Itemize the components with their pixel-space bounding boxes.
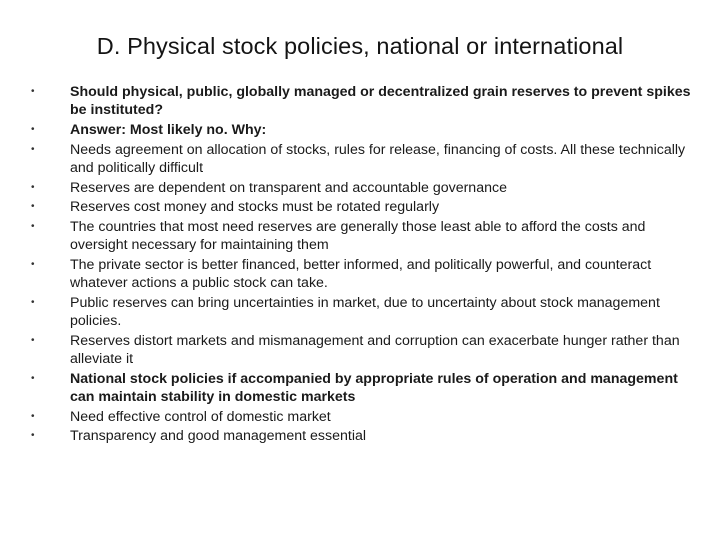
bullet-item [0,198,720,216]
bullet-text: Public reserves can bring uncertainties in market, due to uncertainty about stock management policies. [70,294,660,330]
bullet-icon: • [31,124,35,135]
bullet-text: Reserves are dependent on transparent and accountable governance [70,179,507,196]
bullet-list [0,83,720,447]
bullet-text: Answer: Most likely no. Why: [70,122,267,138]
bullet-item [0,408,720,426]
bullet-icon: • [31,430,35,442]
bullet-icon: • [31,372,35,384]
bullet-icon: • [31,410,35,422]
bullet-item [0,427,720,445]
slide-title: D. Physical stock policies, national or international [96,33,624,59]
bullet-item [0,121,720,139]
bullet-icon: • [31,201,35,213]
bullet-text: Needs agreement on allocation of stocks, rules for release, financing of costs. All these technically and politically difficult [70,141,686,176]
bullet-text: Should physical, public, globally managed or decentralized grain reserves to prevent spikes be instituted? [70,84,691,119]
bullet-icon: • [31,86,35,97]
bullet-text: Transparency and good management essential [70,428,367,445]
bullet-icon: • [31,258,35,270]
bullet-item [0,179,720,197]
bullet-icon: • [31,296,35,308]
bullet-item [0,256,720,293]
bullet-icon: • [31,181,35,193]
bullet-item [0,141,720,178]
bullet-text: National stock policies if accompanied by appropriate rules of operation and management can maintain stability in domestic markets [70,370,678,406]
bullet-item [0,218,720,255]
bullet-item [0,83,720,120]
bullet-text: Need effective control of domestic market [70,408,331,425]
bullet-text: Reserves distort markets and mismanagement and corruption can exacerbate hunger rather than alleviate it [70,332,680,368]
bullet-text: The countries that most need reserves are generally those least able to afford the costs and oversight necessary for maintaining them [70,218,646,254]
bullet-text: The private sector is better financed, better informed, and politically powerful, and counteract whatever actions a public stock can take. [70,256,652,292]
bullet-icon: • [31,143,35,155]
bullet-icon: • [31,334,35,346]
bullet-item [0,294,720,331]
bullet-icon: • [31,220,35,232]
bullet-item [0,332,720,369]
bullet-text: Reserves cost money and stocks must be rotated regularly [70,199,440,216]
bullet-item [0,370,720,407]
